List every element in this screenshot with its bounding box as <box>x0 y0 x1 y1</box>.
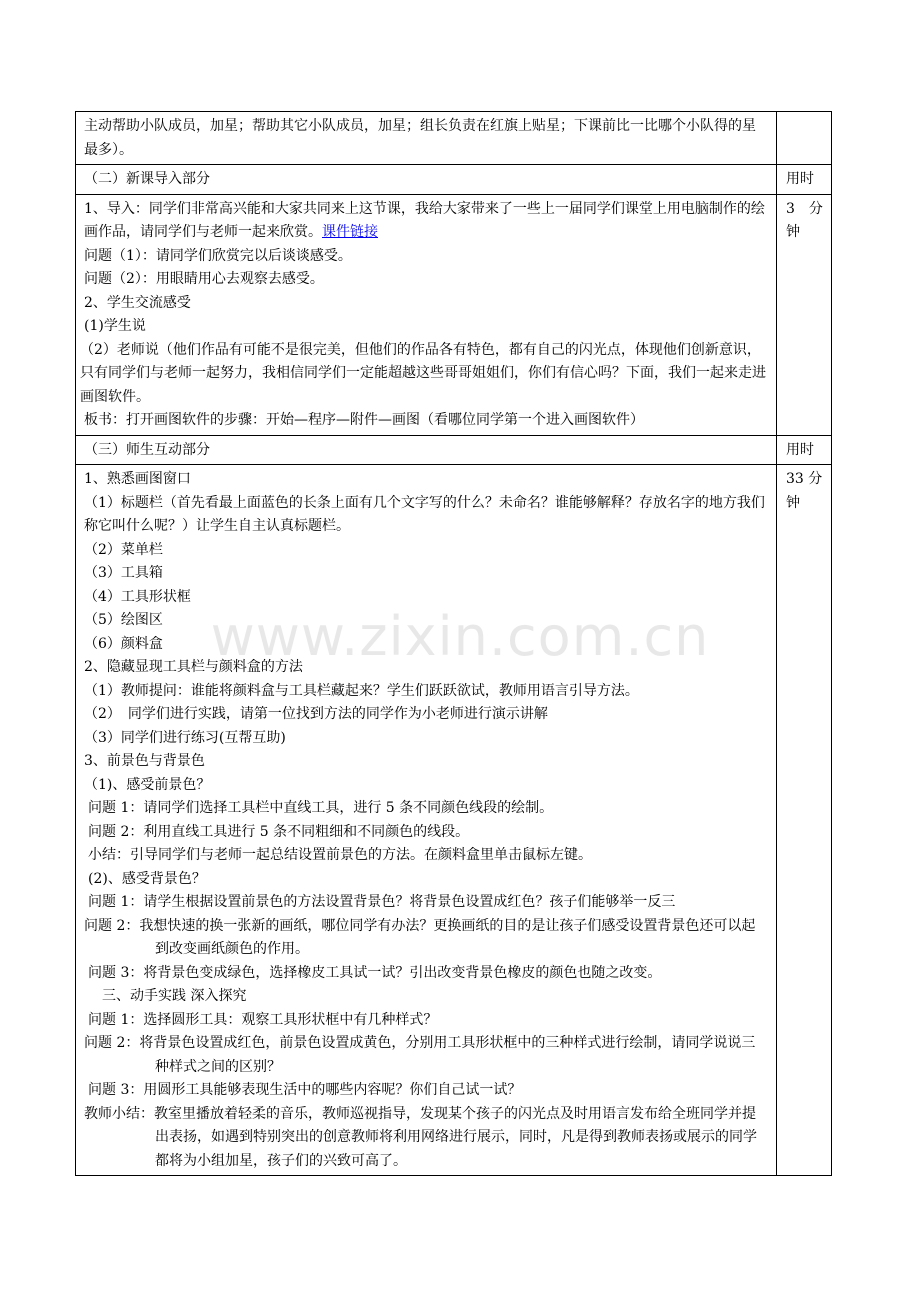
item-4-q2: 问题 2：将背景色设置成红色，前景色设置成黄色，分别用工具形状框中的三种样式进行绘制，请同学说说三种样式之间的区别？ <box>84 1035 756 1075</box>
section2-content <box>76 194 777 435</box>
item-2-heading: 2、隐藏显现工具栏与颜料盒的方法 <box>84 659 303 675</box>
item-3b-q2: 问题 2：我想快速的换一张新的画纸，哪位同学有办法？更换画纸的目的是让孩子们感受设置背景色还可以起到改变画纸颜色的作用。 <box>84 917 756 957</box>
item-3a-q2: 问题 2：利用直线工具进行 5 条不同粗细和不同颜色的线段。 <box>88 823 470 840</box>
question-1: 问题（1）：请同学们欣赏完以后谈谈感受。 <box>84 247 352 264</box>
item-1a: （1）标题栏（首先看最上面蓝色的长条上面有几个文字写的什么？未命名？谁能够解释？存放名字的地方我们称它叫什么呢？）让学生自主认真标题栏。 <box>84 494 765 534</box>
item-3b: (2)、感受背景色？ <box>88 870 206 887</box>
intro-paragraph <box>84 198 769 245</box>
section3-title: （三）师生互动部分 <box>76 435 777 465</box>
item-1d: （4）工具形状框 <box>84 588 191 605</box>
board-writing: 板书：打开画图软件的步骤：开始—程序—附件—画图（看哪位同学第一个进入画图软件） <box>84 412 644 428</box>
item-4-q3: 问题 3：用圆形工具能够表现生活中的哪些内容呢？你们自己试一试？ <box>88 1082 522 1098</box>
item-3b-q1: 问题 1：请学生根据设置前景色的方法设置背景色？将背景色设置成红色？孩子们能够举一反三 <box>88 894 676 910</box>
item-1c: （3）工具箱 <box>84 565 163 581</box>
section3-time-header: 用时 <box>777 435 832 465</box>
item-4-heading: 三、动手实践 深入探究 <box>102 988 247 1004</box>
item-1-heading: 1、熟悉画图窗口 <box>84 471 191 487</box>
section2-title: （二）新课导入部分 <box>76 165 777 195</box>
item-3a-summary: 小结：引导同学们与老师一起总结设置前景色的方法。在颜料盒里单击鼠标左键。 <box>88 847 592 863</box>
item-2a: （1）教师提问：谁能将颜料盒与工具栏藏起来？学生们跃跃欲试，教师用语言引导方法。 <box>84 682 639 699</box>
section3-time-value: 33 分钟 <box>777 465 832 1176</box>
section2-time-header: 用时 <box>777 165 832 195</box>
intro-text: 1、导入：同学们非常高兴能和大家共同来上这节课，我给大家带来了一些上一届同学们课堂上用电脑制作的绘画作品，请同学们与老师一起来欣赏。 <box>84 200 765 240</box>
item-4-q1: 问题 1：选择圆形工具：观察工具形状框中有几种样式？ <box>88 1011 438 1028</box>
item-3-heading: 3、前景色与背景色 <box>84 753 205 769</box>
item-3a: （1)、感受前景色？ <box>84 776 211 793</box>
student-says: (1)学生说 <box>84 318 146 334</box>
section2-content-row <box>76 194 832 435</box>
question-2: 问题（2）：用眼睛用心去观察去感受。 <box>84 271 324 287</box>
item-3b-q3: 问题 3：将背景色变成绿色，选择橡皮工具试一试？引出改变背景色橡皮的颜色也随之改变。 <box>88 964 662 981</box>
section3-content <box>76 465 777 1176</box>
lesson-plan-table <box>75 111 832 1176</box>
section3-content-row <box>76 465 832 1176</box>
continuation-text: 主动帮助小队成员，加星；帮助其它小队成员，加星；组长负责在红旗上贴星；下课前比一比哪个小队得的星最多）。 <box>84 118 756 158</box>
item-1f: （6）颜料盒 <box>84 635 163 652</box>
item-2b: （2） 同学们进行实践，请第一位找到方法的同学作为小老师进行演示讲解 <box>84 706 548 722</box>
item-2c: （3）同学们进行练习(互帮互助) <box>84 729 286 746</box>
continuation-time-cell <box>777 112 832 165</box>
teacher-says: （2）老师说（他们作品有可能不是很完美，但他们的作品各有特色，都有自己的闪光点，体现他们创新意识，只有同学们与老师一起努力，我相信同学们一定能超越这些哥哥姐姐们，你们有信心吗？下面，我们一起来走进画图软件。 <box>80 341 766 405</box>
section2-time-value: 3 分钟 <box>777 194 832 435</box>
watermark: www.zixin.com.cn <box>210 605 710 668</box>
section2-header-row <box>76 165 832 195</box>
exchange-heading: 2、学生交流感受 <box>84 294 191 311</box>
continuation-cell <box>76 112 777 165</box>
table-row-continuation <box>76 112 832 165</box>
courseware-link[interactable]: 课件链接 <box>322 224 378 240</box>
item-1b: （2）菜单栏 <box>84 541 163 558</box>
section3-header-row <box>76 435 832 465</box>
item-1e: （5）绘图区 <box>84 612 163 628</box>
item-3a-q1: 问题 1：请同学们选择工具栏中直线工具，进行 5 条不同颜色线段的绘制。 <box>88 800 554 816</box>
teacher-summary: 教师小结：教室里播放着轻柔的音乐，教师巡视指导，发现某个孩子的闪光点及时用语言发布给全班同学并提出表扬，如遇到特别突出的创意教师将利用网络进行展示，同时，凡是得到教师表扬或展示的同学都将为小组加星，孩子们的兴致可高了。 <box>84 1105 757 1169</box>
